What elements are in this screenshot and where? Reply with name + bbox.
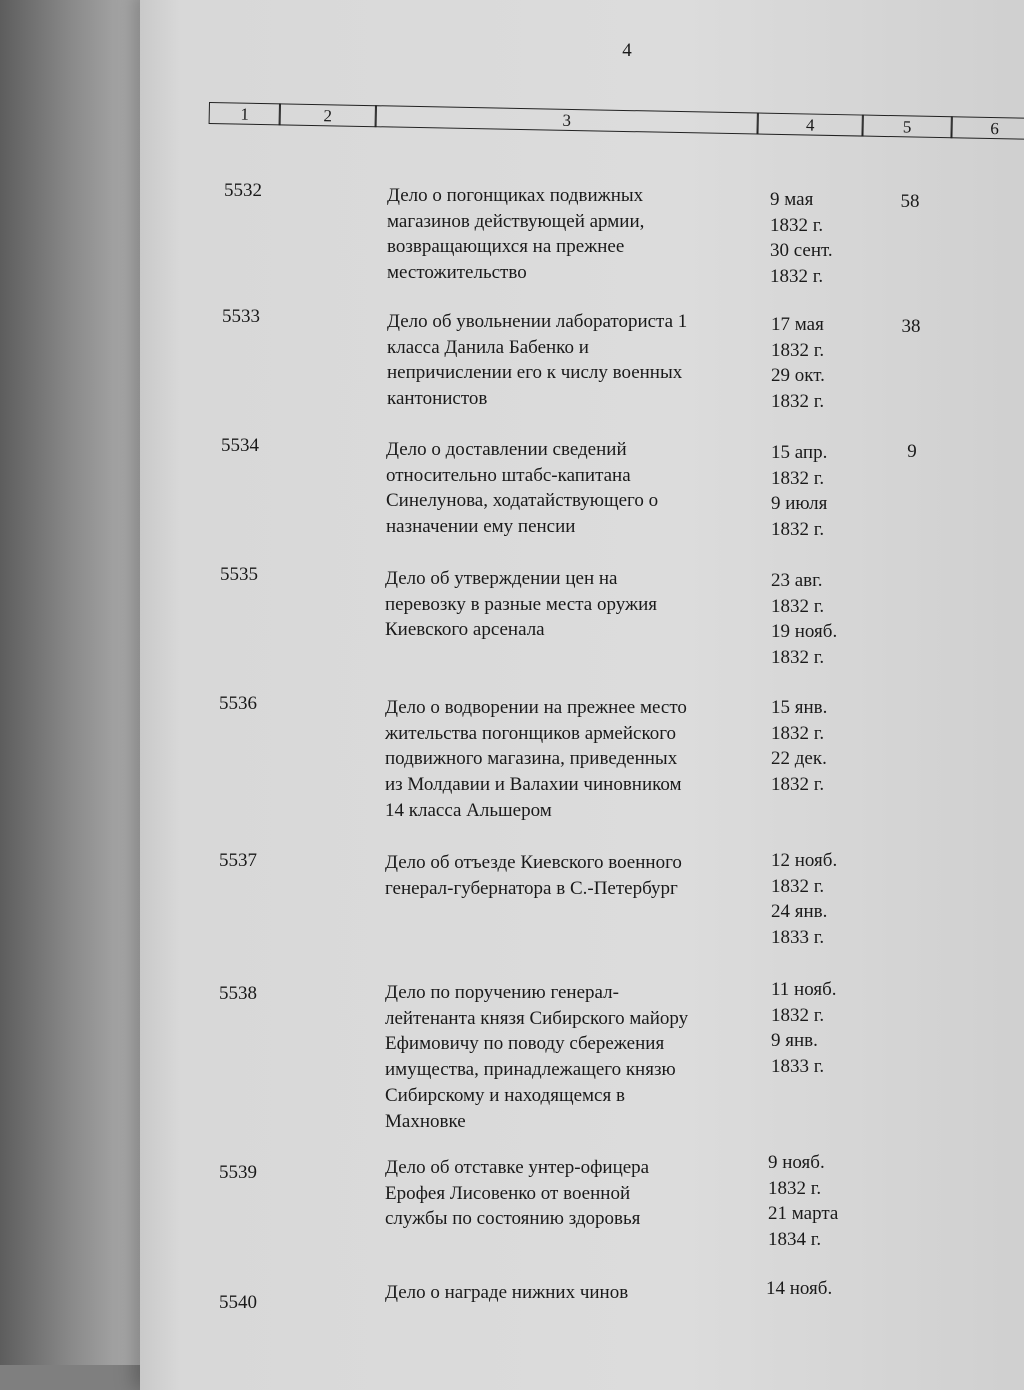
record-number: 5534 xyxy=(221,435,259,456)
column-header-2: 2 xyxy=(279,103,377,127)
column-header-1: 1 xyxy=(209,102,281,125)
book-spine-shadow xyxy=(0,0,160,1365)
record-sheet-count: 9 xyxy=(907,441,917,462)
record-dates: 12 нояб. 1832 г. 24 янв. 1833 г. xyxy=(771,850,838,949)
record-number: 5540 xyxy=(219,1292,257,1313)
record-dates: 9 нояб. 1832 г. 21 марта 1834 г. xyxy=(768,1152,839,1251)
record-number: 5539 xyxy=(219,1162,257,1183)
record-description: Дело об отставке унтер-офицера Ерофея Лисовенко от военной службы по состоянию здоровья xyxy=(385,1157,650,1230)
record-dates: 15 янв. 1832 г. 22 дек. 1832 г. xyxy=(771,697,828,796)
record-dates: 11 нояб. 1832 г. 9 янв. 1833 г. xyxy=(771,979,837,1078)
record-number: 5532 xyxy=(224,180,262,201)
record-number: 5533 xyxy=(222,306,260,327)
record-description: Дело по поручению генерал- лейтенанта князя Сибирского майору Ефимовичу по поводу сбережения имущества, принадлежащего князю Сибирскому и находящемся в Махновке xyxy=(385,982,689,1132)
page-number: 4 xyxy=(622,40,632,61)
record-dates: 14 нояб. xyxy=(766,1278,833,1299)
record-description: Дело о награде нижних чинов xyxy=(385,1282,629,1303)
record-description: Дело об отъезде Киевского военного генерал-губернатора в С.-Петербург xyxy=(385,852,682,899)
record-description: Дело об утверждении цен на перевозку в разные места оружия Киевского арсенала xyxy=(385,568,657,641)
record-number: 5536 xyxy=(219,693,257,714)
record-description: Дело о погонщиках подвижных магазинов действующей армии, возвращающихся на прежнее местожительство xyxy=(387,185,645,284)
column-header-6: 6 xyxy=(950,116,1024,140)
column-header-3: 3 xyxy=(375,105,759,134)
record-dates: 23 авг. 1832 г. 19 нояб. 1832 г. xyxy=(771,570,838,669)
record-sheet-count: 58 xyxy=(900,191,920,212)
column-header-4: 4 xyxy=(756,113,863,137)
record-description: Дело о доставлении сведений относительно штабс-капитана Синелунова, ходатайствующего о назначении ему пенсии xyxy=(386,439,659,538)
record-dates: 17 мая 1832 г. 29 окт. 1832 г. xyxy=(771,314,825,413)
record-dates: 15 апр. 1832 г. 9 июля 1832 г. xyxy=(771,442,828,541)
record-sheet-count: 38 xyxy=(901,316,921,337)
record-description: Дело об увольнении лабораториста 1 класса Данила Бабенко и непричислении его к числу военных кантонистов xyxy=(387,311,688,410)
record-number: 5535 xyxy=(220,564,258,585)
record-dates: 9 мая 1832 г. 30 сент. 1832 г. xyxy=(770,189,833,288)
record-number: 5537 xyxy=(219,850,257,871)
record-description: Дело о водворении на прежнее место жительства погонщиков армейского подвижного магазина, приведенных из Молдавии и Валахии чиновником 14 класса Альшером xyxy=(385,697,687,821)
column-header-5: 5 xyxy=(861,115,952,139)
record-number: 5538 xyxy=(219,983,257,1004)
